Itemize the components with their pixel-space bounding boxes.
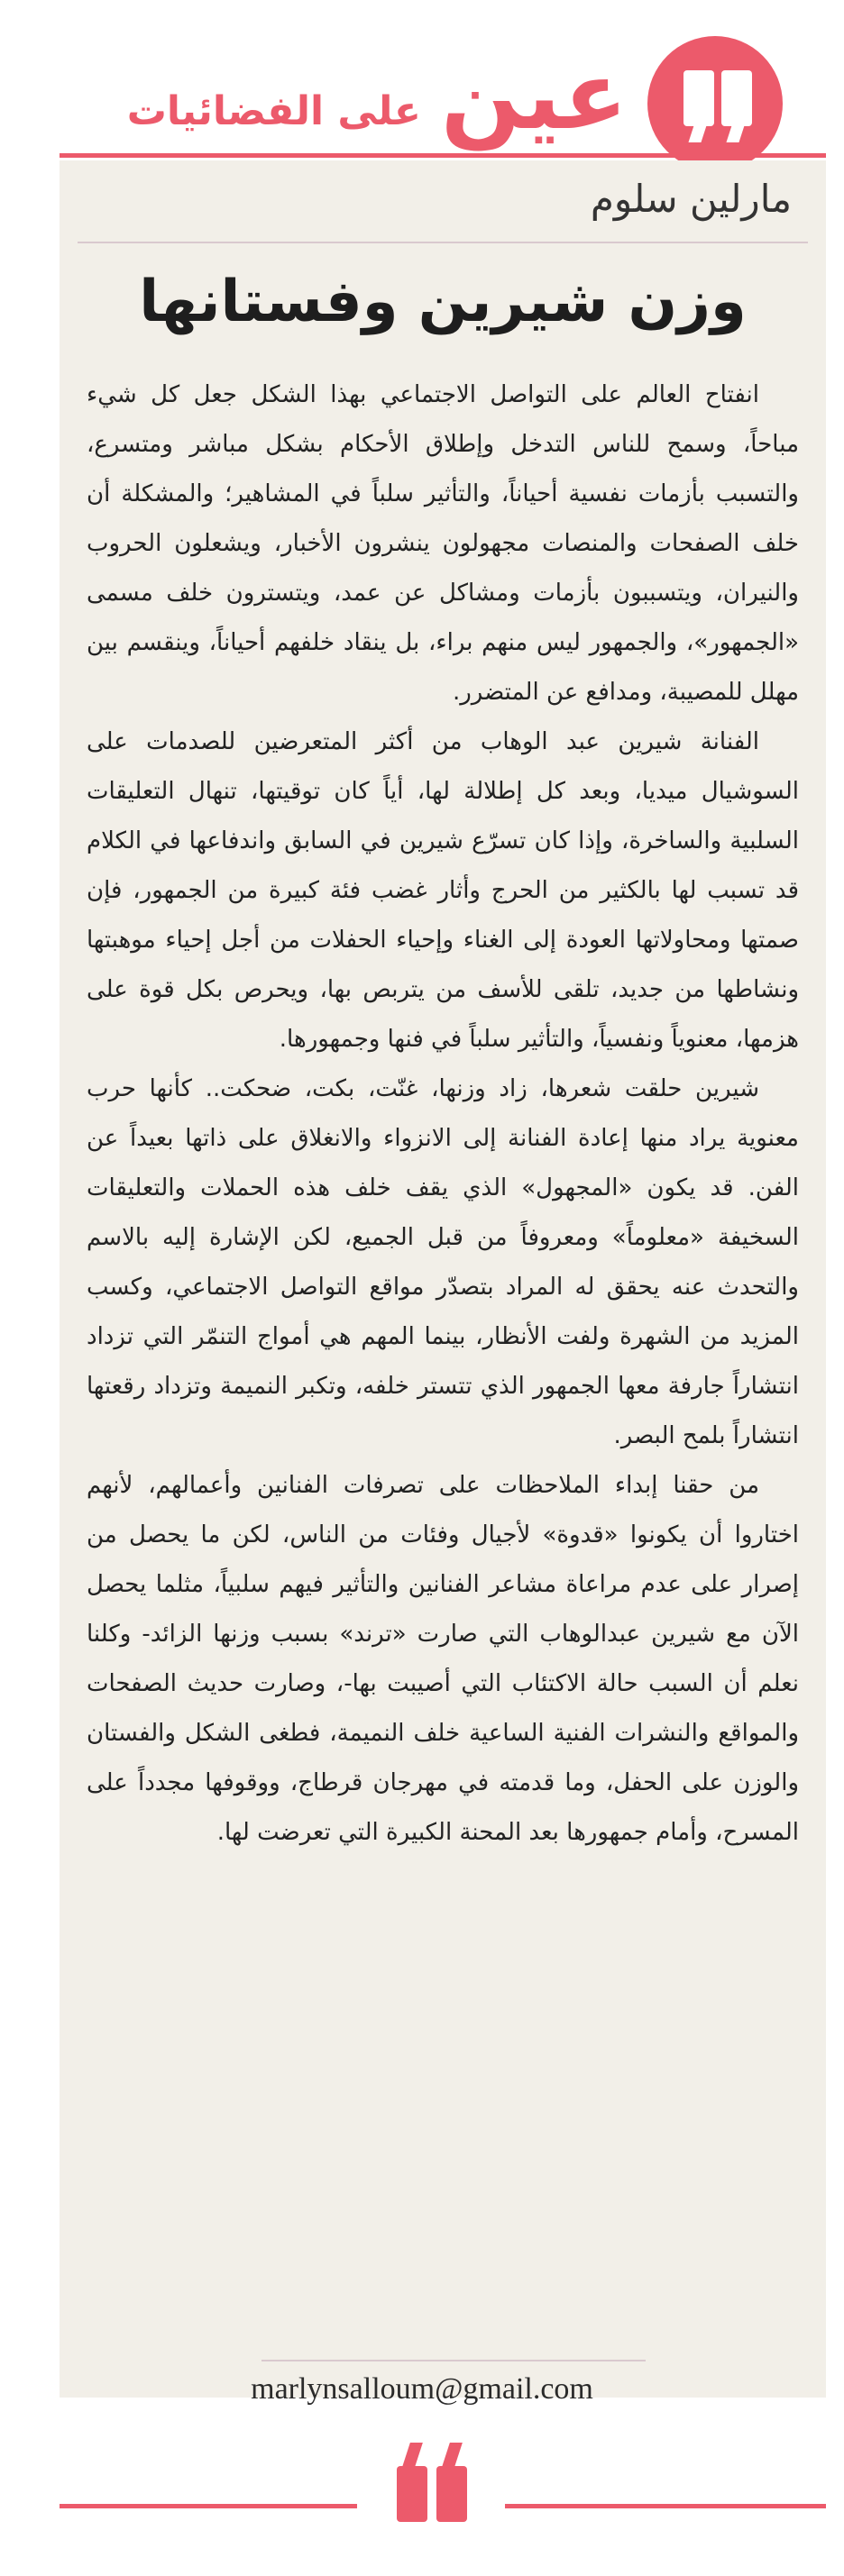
article-paragraph: الفنانة شيرين عبد الوهاب من أكثر المتعرضين للصدمات على السوشيال ميديا، وبعد كل إطلالة لها، أياً كان توقيتها، تنهال التعليقات السلبية والساخرة، وإذا كان تسرّع شيرين في السابق واندفاعها في الكلام قد تسبب لها بالكثير من الحرج وأثار غضب فئة كبيرة من الجمهور، فإن صمتها ومحاولاتها العودة إلى الغناء وإحياء الحفلات من أجل إحياء موهبتها ونشاطها من جديد، تلقى للأسف من يتربص بها، ويحرص بكل قوة على هزمها، معنوياً ونفسياً، والتأثير سلباً في فنها وجمهورها. bbox=[87, 728, 799, 1053]
article-paragraph: انفتاح العالم على التواصل الاجتماعي بهذا الشكل جعل كل شيء مباحاً، وسمح للناس التدخل وإطلاق الأحكام بشكل مباشر ومتسرع، والتسبب بأزمات نفسية أحياناً، والتأثير سلباً في المشاهير؛ والمشكلة أن خلف الصفحات والمنصات مجهولون ينشرون الأخبار، ويشعلون الحروب والنيران، ويتسببون بأزمات ومشاكل عن عمد، ويتسترون خلف مسمى «الجمهور»، والجمهور ليس منهم براء، بل ينقاد خلفهم أحياناً، وينقسم بين مهلل للمصيبة، ومدافع عن المتضرر. bbox=[87, 381, 799, 706]
brand-subtitle: على الفضائيات bbox=[126, 88, 421, 134]
article-title: وزن شيرين وفستانها bbox=[139, 269, 747, 335]
email-divider bbox=[261, 2360, 646, 2361]
footer-quote-mark-right bbox=[436, 2466, 467, 2522]
article-paragraph: شيرين حلقت شعرها، زاد وزنها، غنّت، بكت، ضحكت.. كأنها حرب معنوية يراد منها إعادة الفنانة إلى الانزواء والانغلاق على ذاتها بعيداً عن الفن. قد يكون «المجهول» الذي يقف خلف هذه الحملات والتعليقات السخيفة «معلوماً» ومعروفاً من قبل الجميع، لكن الإشارة إليه بالاسم والتحدث عنه يحقق له المراد بتصدّر مواقع التواصل الاجتماعي، وكسب المزيد من الشهرة ولفت الأنظار، بينما المهم هي أمواج التنمّر التي تزداد انتشاراً جارفة معها الجمهور الذي تتستر خلفه، وتكبر النميمة وتزداد رقعتها انتشاراً بلمح البصر. bbox=[87, 1075, 799, 1449]
footer-divider-right bbox=[505, 2504, 826, 2508]
column-brand bbox=[126, 34, 628, 151]
footer-quote-icon bbox=[391, 2448, 482, 2538]
article-panel bbox=[60, 160, 826, 2398]
footer-divider-left bbox=[60, 2504, 357, 2508]
article-body bbox=[87, 370, 799, 1858]
quote-mark-left bbox=[683, 70, 714, 126]
author-divider bbox=[78, 242, 808, 243]
column-header bbox=[0, 0, 844, 158]
author-email[interactable]: marlynsalloum@gmail.com bbox=[251, 2372, 593, 2406]
quote-mark-icon bbox=[647, 36, 783, 171]
footer-quote-mark-left bbox=[397, 2466, 427, 2522]
article-paragraph: من حقنا إبداء الملاحظات على تصرفات الفنانين وأعمالهم، لأنهم اختاروا أن يكونوا «قدوة» لأجيال وفئات من الناس، لكن ما يحصل من إصرار على عدم مراعاة مشاعر الفنانين والتأثير فيهم سلبياً، مثلما يحصل الآن مع شيرين عبدالوهاب التي صارت «ترند» بسبب وزنها الزائد- وكلنا نعلم أن السبب حالة الاكتئاب التي أصيبت بها-، وصارت حديث الصفحات والمواقع والنشرات الفنية الساعية خلف النميمة، فطغى الشكل والفستان والوزن على الحفل، وما قدمته في مهرجان قرطاج، ووقوفها مجدداً على المسرح، وأمام جمهورها بعد المحنة الكبيرة التي تعرضت لها. bbox=[87, 1472, 799, 1846]
quote-mark-right bbox=[721, 70, 752, 126]
header-divider bbox=[60, 153, 826, 158]
brand-main-word: عين bbox=[440, 41, 628, 151]
author-name: مارلين سلوم bbox=[590, 177, 792, 221]
